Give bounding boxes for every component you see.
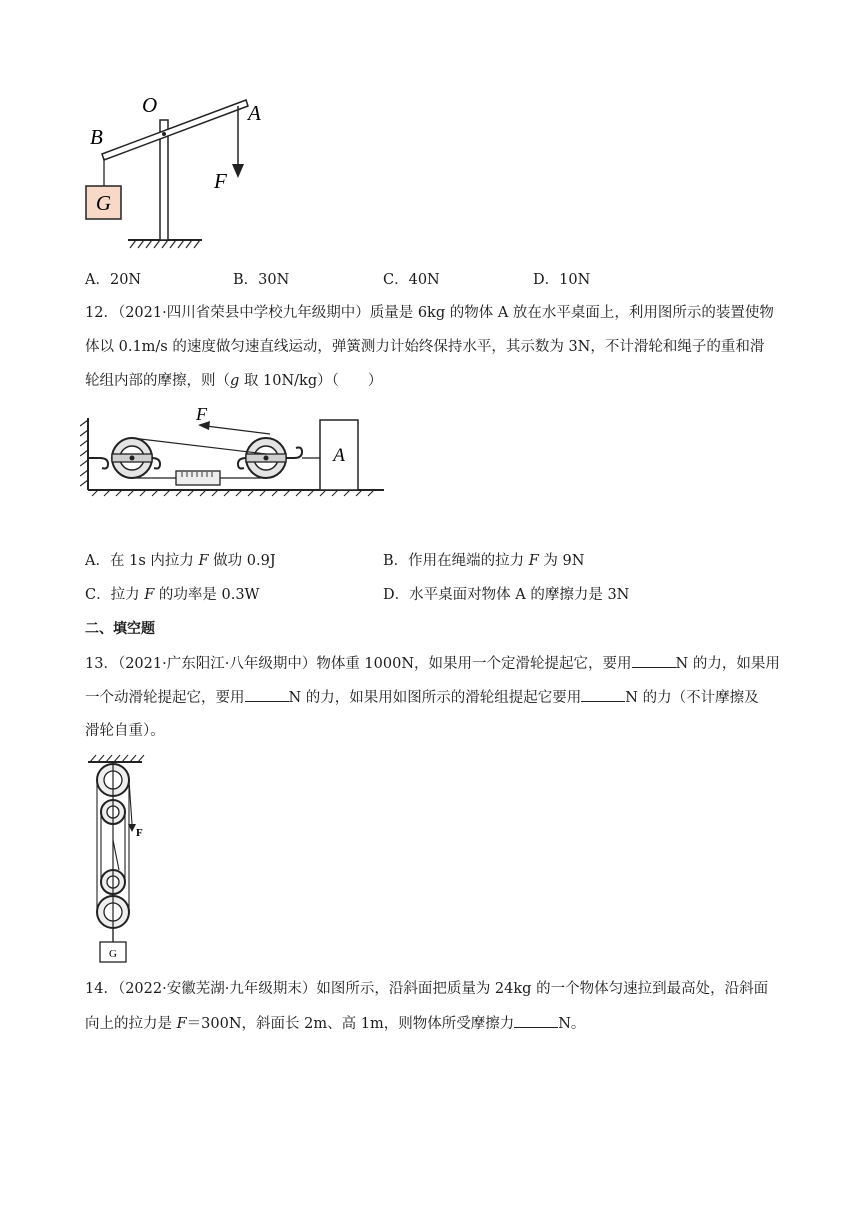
label-F: F xyxy=(196,408,207,424)
q11-option-d[interactable]: D．10N xyxy=(533,272,591,288)
q12-line-3: 轮组内部的摩擦，则（g 取 10N/kg）（ ） xyxy=(85,373,383,389)
q12-line-2: 体以 0.1m/s 的速度做匀速直线运动，弹簧测力计始终保持水平，其示数为 3N，不计滑轮和绳子的重和滑 xyxy=(85,339,765,355)
q12-line-1: 12．（2021·四川省荣县中学校九年级期中）质量是 6kg 的物体 A 放在水平桌面上，利用图所示的装置使物 xyxy=(85,305,774,321)
q13-line-2: 一个动滑轮提起它，要用 N 的力，如果用如图所示的滑轮组提起它要用 N 的力（不计摩擦及 xyxy=(85,687,759,708)
q12-number: 12． xyxy=(85,305,118,321)
q12-source: （2021·四川省荣县中学校九年级期中） xyxy=(117,305,370,321)
vertical-pulley-figure xyxy=(84,752,154,966)
q12-option-c[interactable]: C．拉力 F 的功率是 0.3W xyxy=(85,587,260,603)
q12-option-a[interactable]: A．在 1s 内拉力 F 做功 0.9J xyxy=(85,553,276,569)
label-O: O xyxy=(142,93,158,117)
q11-option-c[interactable]: C．40N xyxy=(383,272,440,288)
q13-number: 13． xyxy=(85,656,118,672)
q13-line-1: 13．（2021·广东阳江·八年级期中）物体重 1000N，如果用一个定滑轮提起它，要用 N 的力，如果用 xyxy=(85,653,780,674)
q12-option-d[interactable]: D．水平桌面对物体 A 的摩擦力是 3N xyxy=(383,587,630,603)
spring-scale xyxy=(176,471,220,485)
q14-line-1: 14．（2022·安徽芜湖·九年级期末）如图所示，沿斜面把质量为 24kg 的一个物体匀速拉到最高处，沿斜面 xyxy=(85,981,769,997)
label-F: F xyxy=(214,169,227,193)
label-A: A xyxy=(248,101,261,125)
horizontal-pulley-figure xyxy=(80,408,390,500)
label-G: G xyxy=(95,191,112,215)
q13-blank-3[interactable] xyxy=(581,687,625,702)
q13-blank-2[interactable] xyxy=(245,687,289,702)
label-A: A xyxy=(333,445,345,466)
lever-figure xyxy=(80,92,280,252)
q11-option-a[interactable]: A．20N xyxy=(85,272,142,288)
label-F: F xyxy=(136,827,143,839)
label-B: B xyxy=(90,125,103,149)
q14-source: （2022·安徽芜湖·九年级期末） xyxy=(117,981,317,997)
q12-option-b[interactable]: B．作用在绳端的拉力 F 为 9N xyxy=(383,553,585,569)
q13-line-3: 滑轮自重）。 xyxy=(85,723,165,739)
q11-option-b[interactable]: B．30N xyxy=(233,272,290,288)
section-title-fill-in: 二、填空题 xyxy=(85,621,155,637)
q14-number: 14． xyxy=(85,981,118,997)
q14-blank-1[interactable] xyxy=(514,1013,558,1028)
label-G: G xyxy=(109,948,117,960)
q14-line-2: 向上的拉力是 F＝300N，斜面长 2m、高 1m，则物体所受摩擦力 N。 xyxy=(85,1013,585,1034)
q13-blank-1[interactable] xyxy=(632,653,676,668)
q13-source: （2021·广东阳江·八年级期中） xyxy=(117,656,317,672)
